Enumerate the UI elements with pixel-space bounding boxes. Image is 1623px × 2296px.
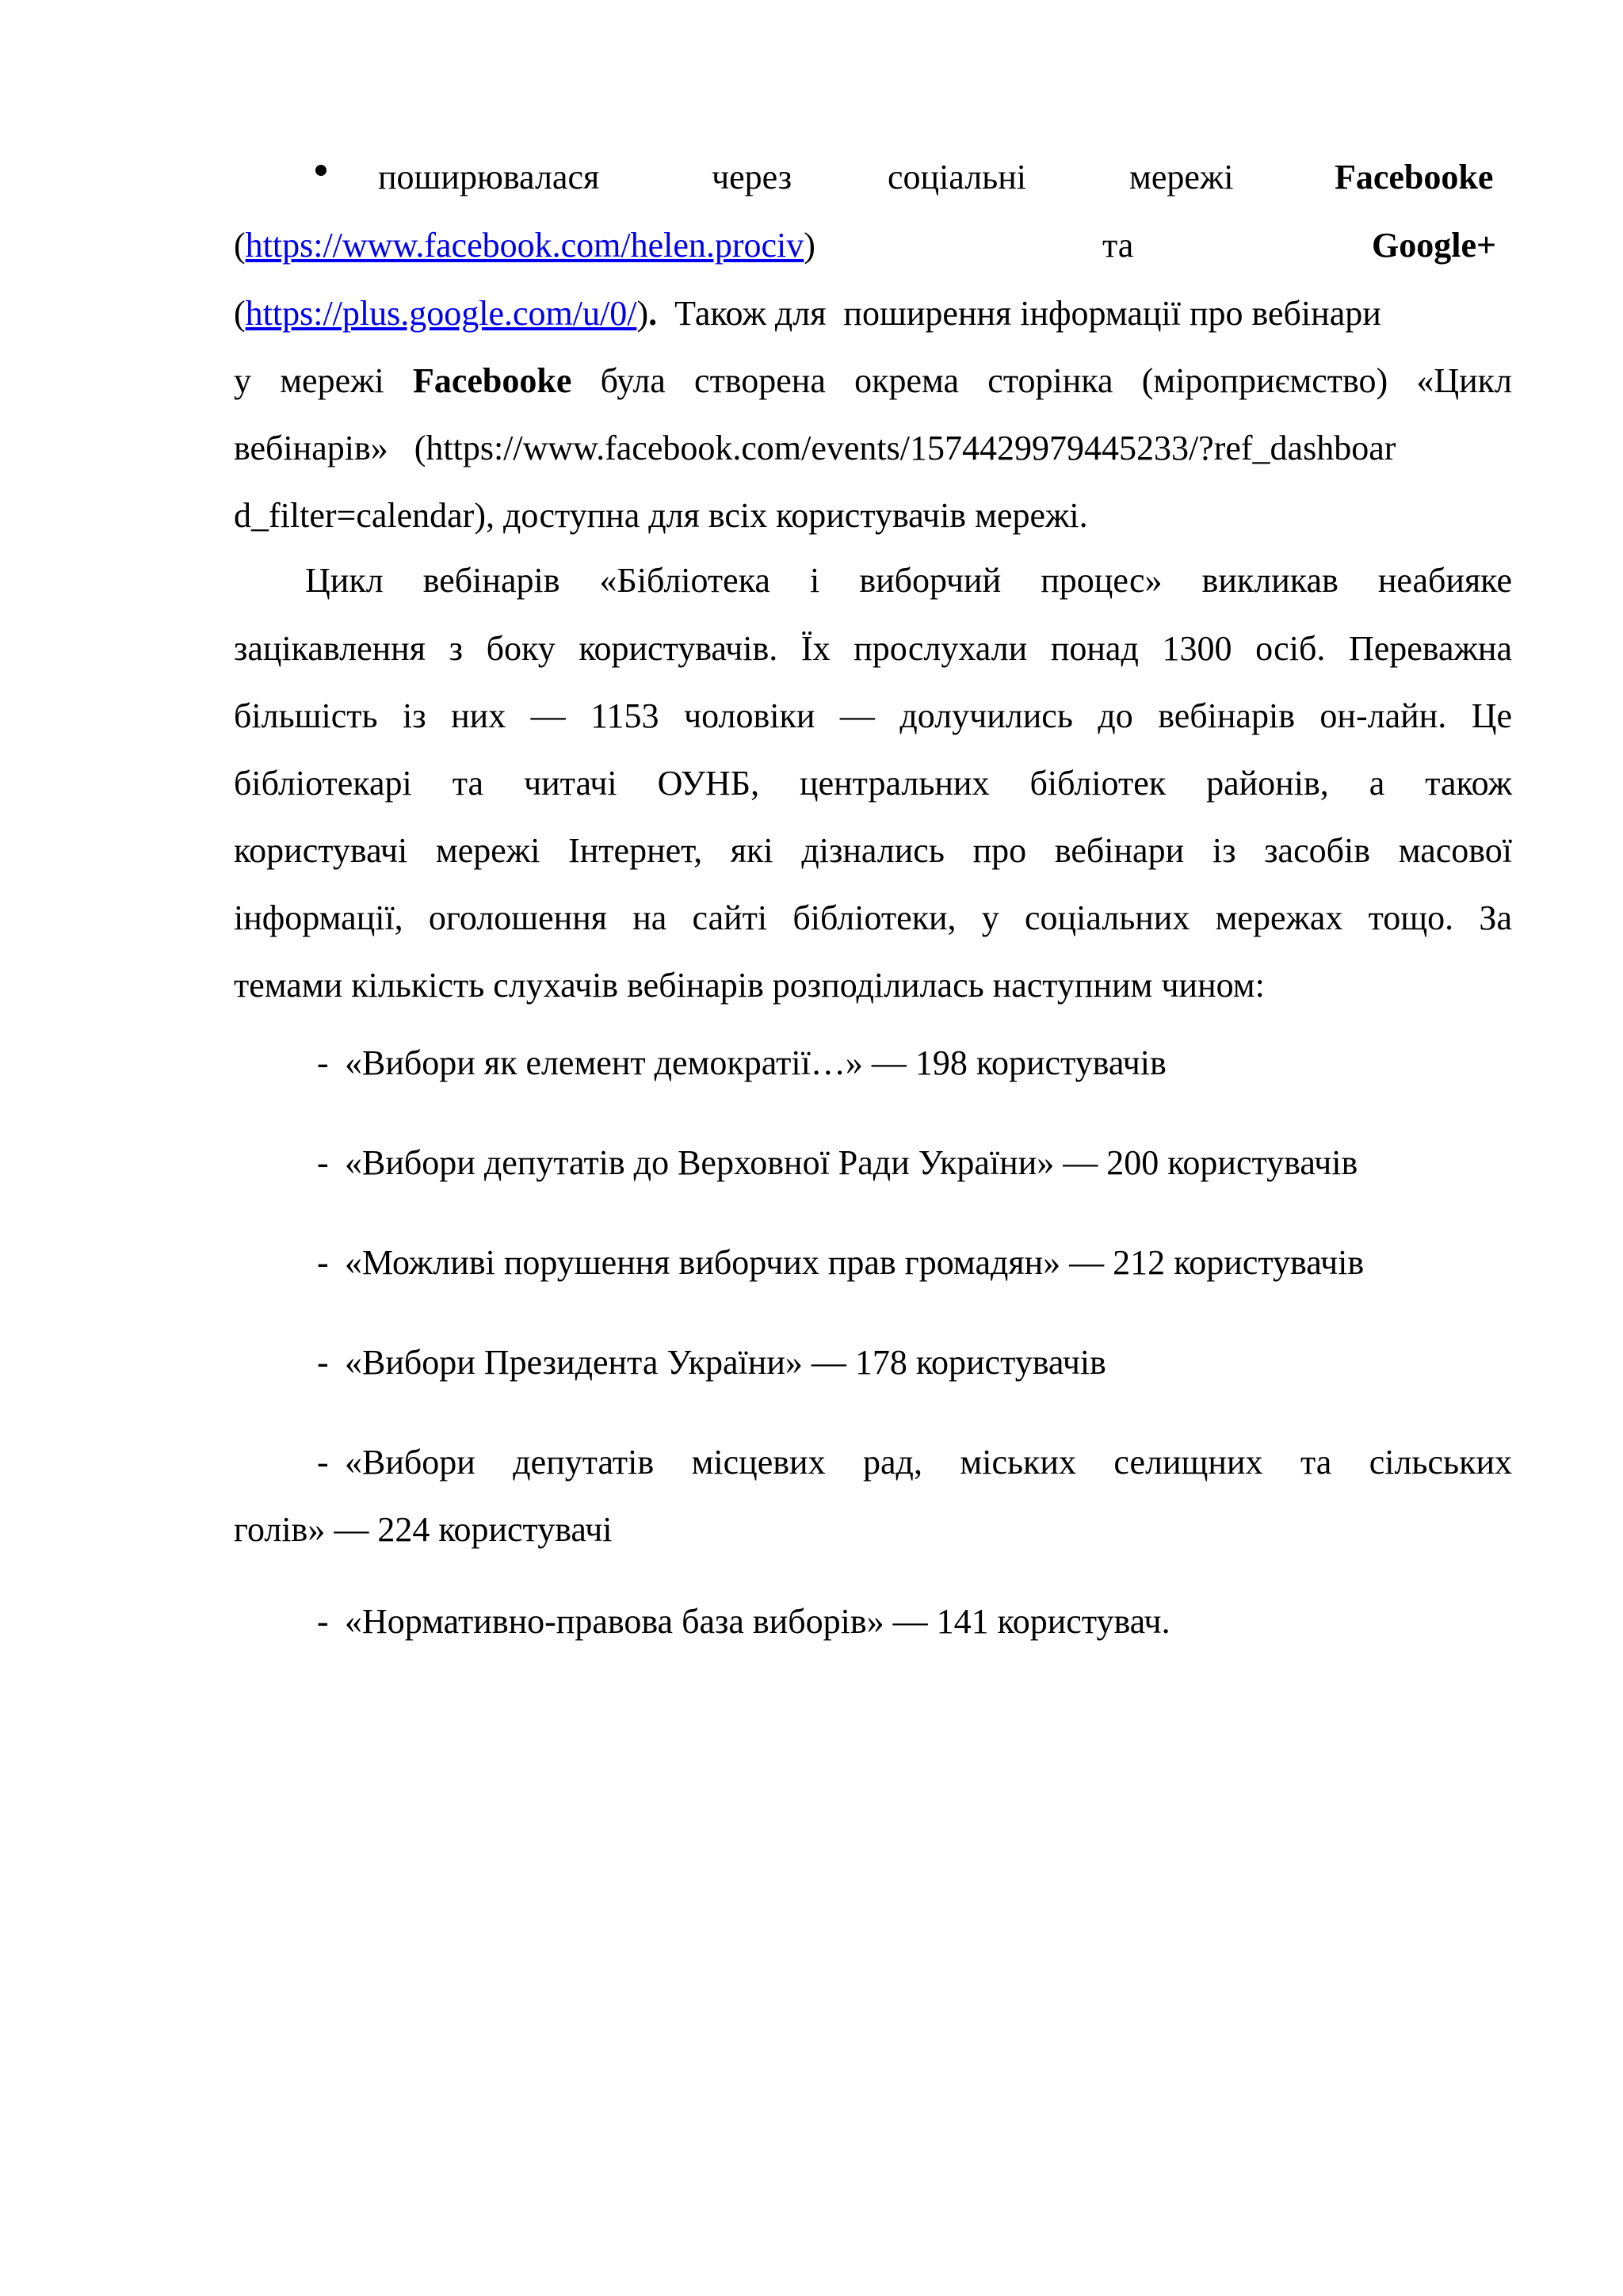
bullet-line-4 bbox=[234, 360, 1512, 401]
list-item: «Вибори депутатів місцевих рад, міських селищних та сільських bbox=[345, 1443, 1512, 1482]
list-dash: - bbox=[317, 1343, 329, 1382]
facebook-profile-link[interactable]: https://www.facebook.com/helen.prociv bbox=[245, 226, 804, 265]
list-item: «Вибори як елемент демократії…» — 198 користувачів bbox=[345, 1043, 1167, 1082]
paragraph-line-2: зацікавлення з боку користувачів. Їх прослухали понад 1300 осіб. Переважна bbox=[234, 629, 1512, 668]
paragraph-line-3: більшість із них — 1153 чоловіки — долучились до вебінарів он-лайн. Це bbox=[234, 696, 1512, 735]
bullet-line-1-word-2: через bbox=[712, 158, 792, 196]
list-item: «Вибори Президента України» — 178 користувачів bbox=[345, 1343, 1106, 1382]
bullet-line-1-word-4: мережі bbox=[1129, 158, 1234, 196]
bullet-dot bbox=[315, 165, 327, 176]
google-plus-bold: Google+ bbox=[1372, 226, 1497, 265]
paragraph-line-7: темами кількість слухачів вебінарів розподілилась наступним чином: bbox=[234, 966, 1265, 1005]
list-item: «Нормативно-правова база виборів» — 141 користувач. bbox=[345, 1602, 1170, 1641]
list-dash: - bbox=[317, 1143, 329, 1182]
facebook-link-line bbox=[234, 225, 815, 265]
bullet-line-6: d_filter=calendar), доступна для всіх користувачів мережі. bbox=[234, 496, 1088, 535]
open-paren: ( bbox=[234, 226, 246, 265]
conjunction-ta: та bbox=[1102, 226, 1134, 265]
list-dash: - bbox=[317, 1602, 329, 1641]
list-dash: - bbox=[317, 1443, 329, 1482]
facebooke-bold: Facebooke bbox=[1335, 158, 1494, 196]
paragraph-line-1: Цикл вебінарів «Бібліотека і виборчий процес» викликав неабияке bbox=[305, 561, 1512, 600]
close-paren: ) bbox=[636, 294, 649, 333]
google-link-line bbox=[234, 293, 1381, 334]
bullet-line-3-rest: Також для поширення інформації про вебінари bbox=[657, 294, 1381, 333]
list-dash: - bbox=[317, 1043, 329, 1082]
list-item-continuation: голів» — 224 користувачі bbox=[234, 1510, 613, 1549]
bullet-line-1-word-3: соціальні bbox=[888, 158, 1027, 196]
bullet-line-1-word-1: поширювалася bbox=[378, 158, 600, 196]
bold-period: . bbox=[648, 294, 658, 333]
paragraph-line-6: інформації, оголошення на сайті бібліотеки, у соціальних мережах тощо. За bbox=[234, 898, 1512, 937]
list-item: «Вибори депутатів до Верховної Ради України» — 200 користувачів bbox=[345, 1143, 1358, 1182]
google-plus-link[interactable]: https://plus.google.com/u/0/ bbox=[245, 294, 637, 333]
bullet-line-5: вебінарів» (https://www.facebook.com/events/1574429979445233/?ref_dashboar bbox=[234, 429, 1396, 467]
close-paren: ) bbox=[804, 226, 815, 265]
list-item: «Можливі порушення виборчих прав громадян» — 212 користувачів bbox=[345, 1243, 1365, 1282]
open-paren: ( bbox=[234, 294, 246, 333]
list-dash: - bbox=[317, 1243, 329, 1282]
paragraph-line-5: користувачі мережі Інтернет, які дізнались про вебінари із засобів масової bbox=[234, 831, 1512, 870]
bullet-line-4-c: була створена окрема сторінка (міроприємство) «Цикл bbox=[571, 361, 1512, 400]
paragraph-line-4: бібліотекарі та читачі ОУНБ, центральних бібліотек районів, а також bbox=[234, 764, 1512, 803]
bullet-line-4-a: у мережі bbox=[234, 361, 413, 400]
facebooke-bold-2: Facebooke bbox=[412, 361, 572, 400]
